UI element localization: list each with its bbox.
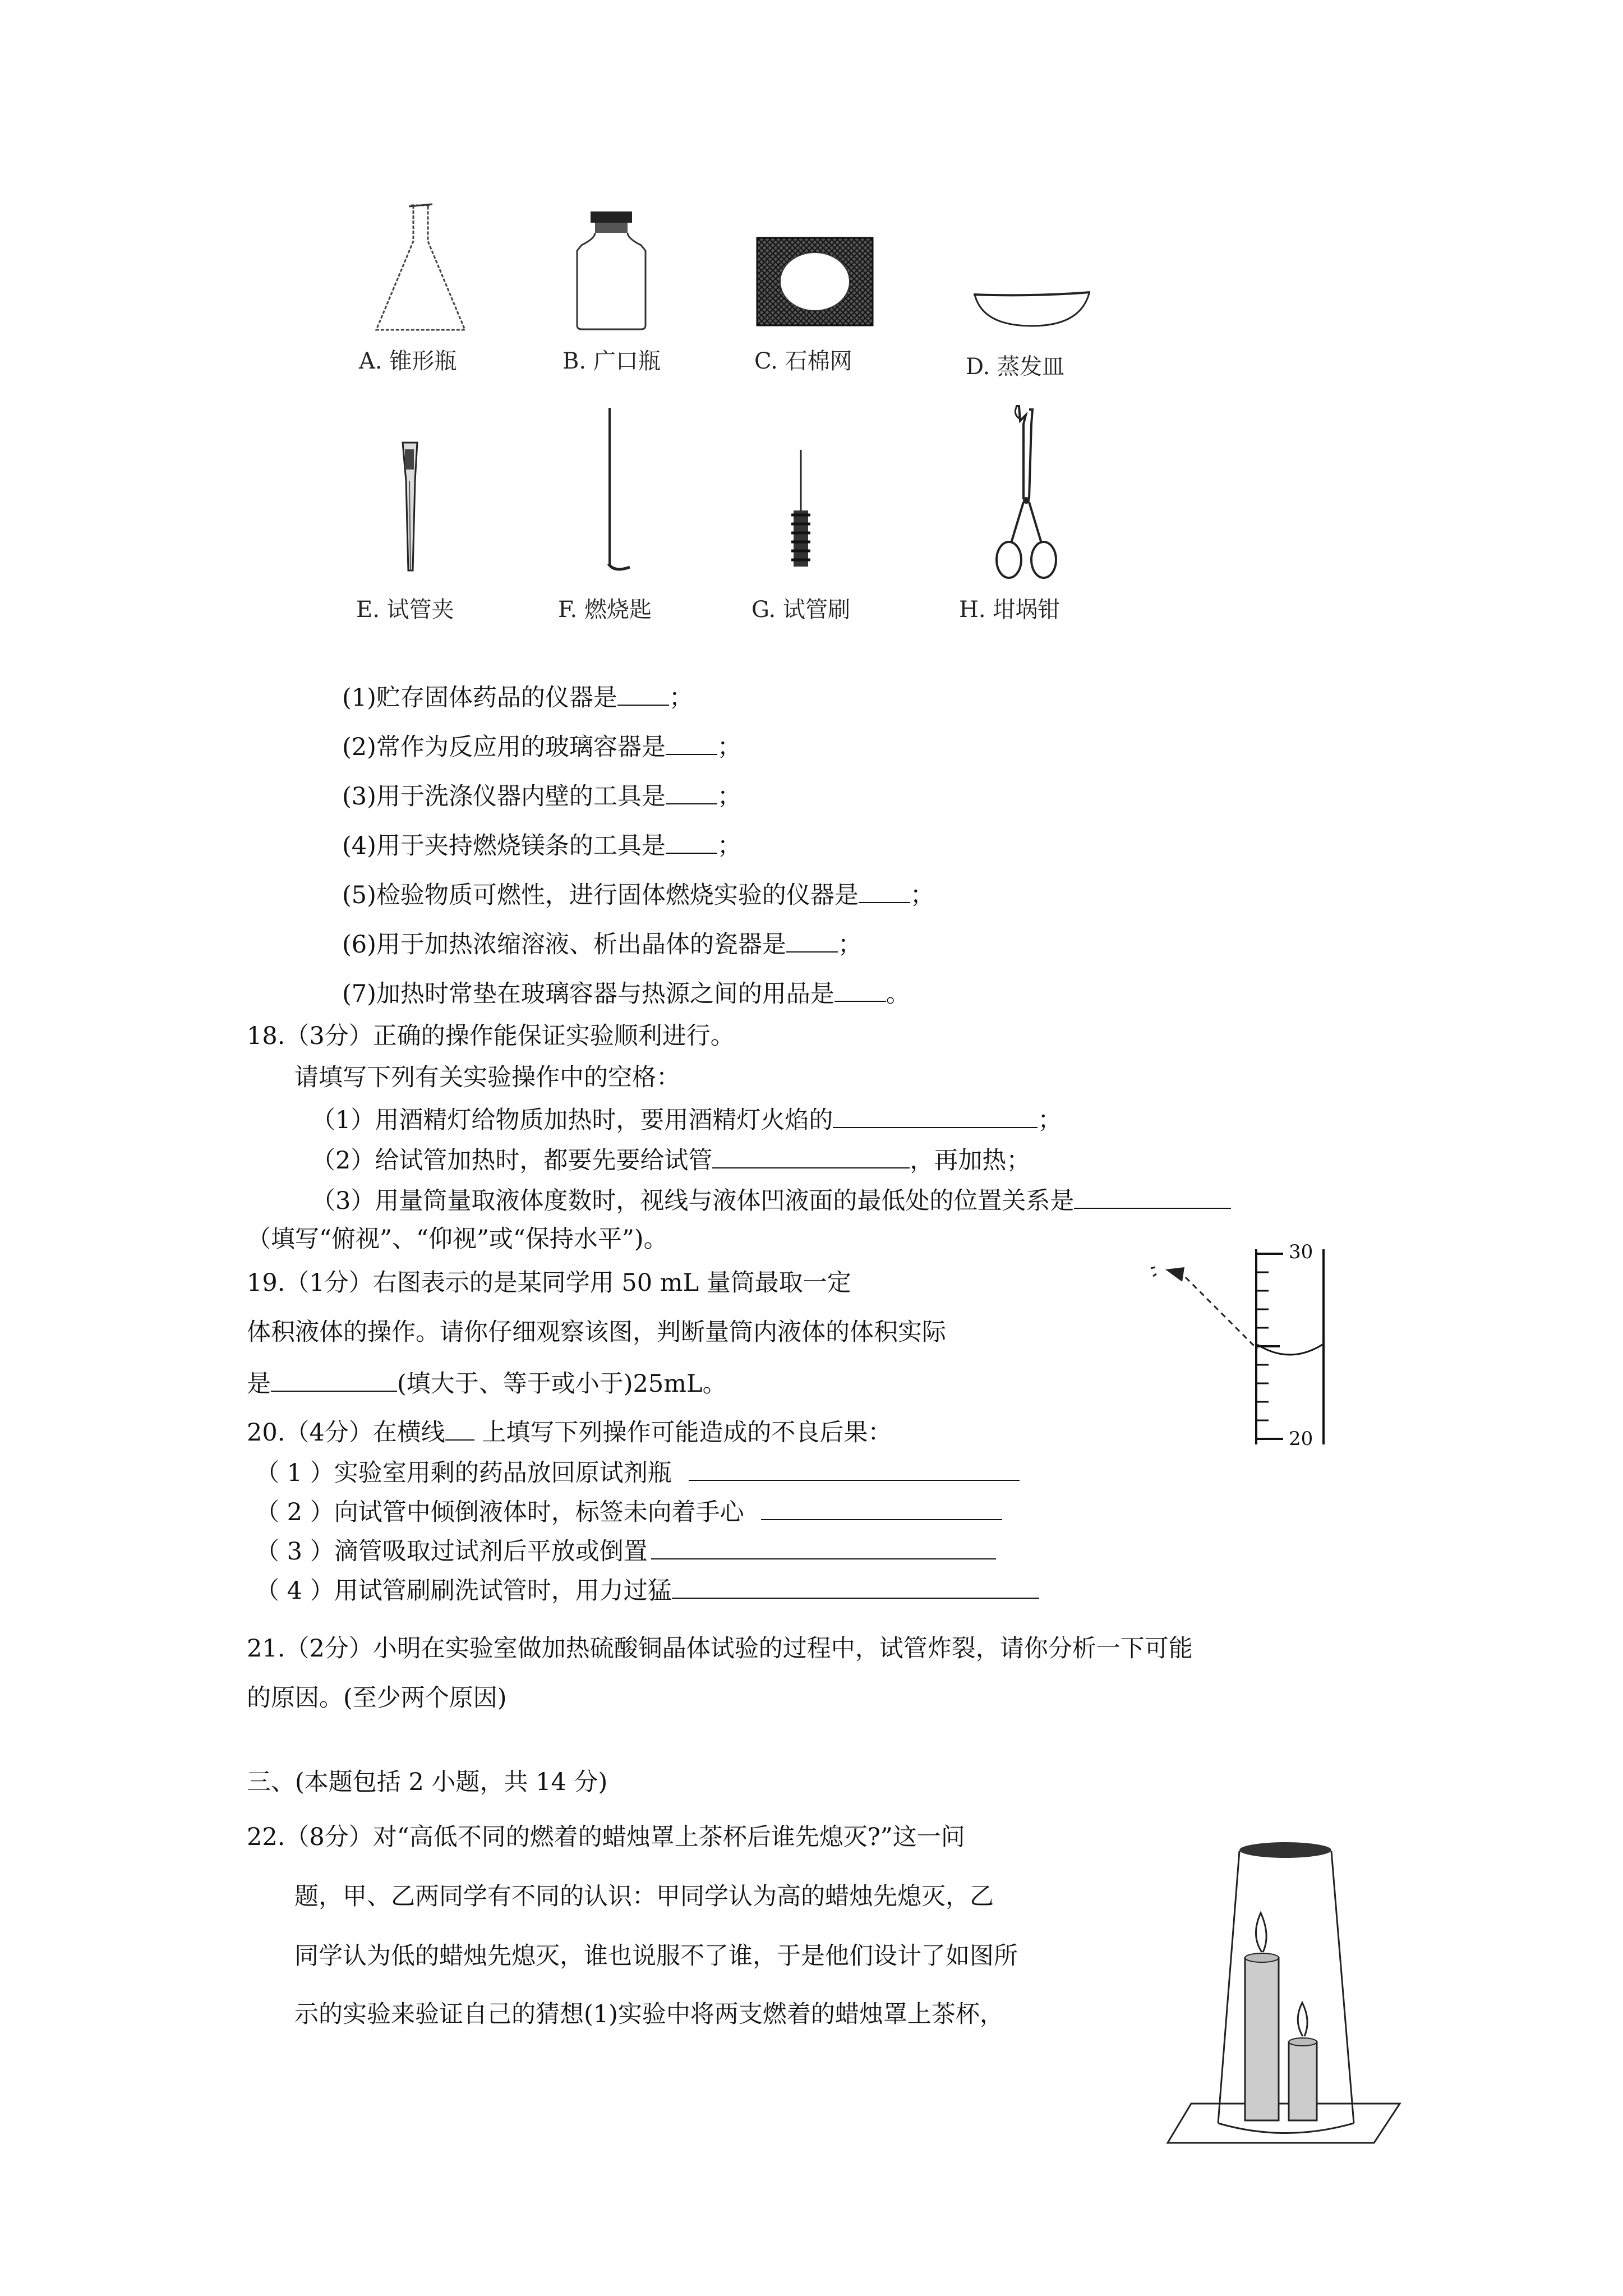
q17-item: (3)用于洗涤仪器内壁的工具是 ； bbox=[342, 780, 741, 811]
q20-item: （ 3 ）滴管吸取过试剂后平放或倒置 bbox=[255, 1535, 996, 1566]
q18-item-3: （3）用量筒量取液体度数时，视线与液体凹液面的最低处的位置关系是 bbox=[311, 1185, 1231, 1216]
question-title: 18.（3分）正确的操作能保证实验顺利进行。 bbox=[247, 1022, 735, 1050]
answer-blank[interactable] bbox=[786, 928, 838, 953]
apparatus-caption: H. 坩埚钳 bbox=[959, 597, 1061, 623]
answer-blank[interactable] bbox=[672, 1575, 1039, 1599]
q17-item: (7)加热时常垫在玻璃容器与热源之间的用品是 。 bbox=[342, 978, 910, 1009]
q21-line: 的原因。(至少两个原因) bbox=[247, 1684, 507, 1712]
conical-flask-icon bbox=[367, 202, 474, 334]
cylinder-label-top: 30 bbox=[1289, 1241, 1313, 1263]
apparatus-caption: C. 石棉网 bbox=[754, 348, 852, 374]
crucible-tongs-icon bbox=[990, 404, 1063, 581]
q18-item-2: （2）给试管加热时，都要先要给试管 ，再加热； bbox=[311, 1144, 1030, 1175]
answer-blank[interactable] bbox=[834, 978, 886, 1002]
answer-blank[interactable] bbox=[666, 780, 717, 804]
evaporating-dish-icon bbox=[970, 289, 1094, 331]
answer-blank[interactable] bbox=[859, 879, 910, 903]
answer-blank bbox=[445, 1416, 474, 1441]
q22-line: 22.（8分）对“高低不同的燃着的蜡烛罩上茶杯后谁先熄灭?”这一问 bbox=[247, 1823, 965, 1851]
q18-note: （填写“俯视”、“仰视”或“保持水平”)。 bbox=[247, 1225, 668, 1253]
q17-item: (2)常作为反应用的玻璃容器是 ； bbox=[342, 731, 741, 762]
q20-item: （ 2 ）向试管中倾倒液体时，标签未向着手心 bbox=[255, 1496, 1002, 1527]
test-tube-brush-icon bbox=[787, 449, 815, 572]
question-title: 20.（4分）在横线 上填写下列操作可能造成的不良后果： bbox=[247, 1416, 892, 1447]
q18-item-1: （1）用酒精灯给物质加热时，要用酒精灯火焰的 ； bbox=[311, 1104, 1062, 1135]
q20-item: （ 1 ）实验室用剩的药品放回原试剂瓶 bbox=[255, 1457, 1020, 1488]
answer-blank[interactable] bbox=[689, 1457, 1020, 1481]
q19-line: 体积液体的操作。请你仔细观察该图，判断量筒内液体的体积实际 bbox=[247, 1318, 946, 1346]
candles-under-cup-icon bbox=[1166, 1840, 1402, 2154]
answer-blank[interactable] bbox=[666, 830, 717, 854]
q19-line: 19.（1分）右图表示的是某同学用 50 mL 量筒最取一定 bbox=[247, 1269, 851, 1297]
answer-blank[interactable] bbox=[761, 1496, 1002, 1520]
apparatus-caption: E. 试管夹 bbox=[356, 597, 454, 623]
graduated-cylinder-icon bbox=[1133, 1243, 1335, 1450]
q21-line: 21.（2分）小明在实验室做加热硫酸铜晶体试验的过程中，试管炸裂，请你分析一下可能 bbox=[247, 1635, 1193, 1663]
question-intro: 请填写下列有关实验操作中的空格： bbox=[294, 1064, 680, 1092]
apparatus-caption: B. 广口瓶 bbox=[562, 348, 661, 374]
q20-item: （ 4 ）用试管刷刷洗试管时，用力过猛 bbox=[255, 1575, 1039, 1605]
test-tube-holder-icon bbox=[393, 440, 426, 575]
wide-mouth-bottle-icon bbox=[569, 210, 653, 331]
q17-item: (4)用于夹持燃烧镁条的工具是 ； bbox=[342, 830, 741, 861]
q19-line: 是 (填大于、等于或小于)25mL。 bbox=[247, 1368, 727, 1398]
combustion-spoon-icon bbox=[597, 407, 637, 575]
asbestos-gauze-icon bbox=[756, 237, 874, 326]
q22-line: 同学认为低的蜡烛先熄灭，谁也说服不了谁，于是他们设计了如图所 bbox=[294, 1942, 1018, 1970]
q22-line: 题，甲、乙两同学有不同的认识：甲同学认为高的蜡烛先熄灭，乙 bbox=[294, 1883, 994, 1911]
apparatus-caption: G. 试管刷 bbox=[751, 597, 850, 623]
apparatus-caption: A. 锥形瓶 bbox=[359, 348, 457, 374]
answer-blank[interactable] bbox=[666, 731, 717, 755]
q22-line: 示的实验来验证自己的猜想(1)实验中将两支燃着的蜡烛罩上茶杯， bbox=[294, 2000, 1004, 2028]
answer-blank[interactable] bbox=[617, 682, 669, 706]
apparatus-caption: D. 蒸发皿 bbox=[966, 354, 1065, 380]
answer-blank[interactable] bbox=[833, 1104, 1038, 1128]
answer-blank[interactable] bbox=[271, 1368, 397, 1392]
cylinder-label-bottom: 20 bbox=[1289, 1428, 1313, 1450]
apparatus-caption: F. 燃烧匙 bbox=[558, 597, 652, 623]
answer-blank[interactable] bbox=[651, 1535, 996, 1559]
answer-blank[interactable] bbox=[1074, 1185, 1231, 1209]
answer-blank[interactable] bbox=[712, 1144, 910, 1168]
section-title: 三、(本题包括 2 小题，共 14 分) bbox=[247, 1768, 608, 1796]
q17-item: (5)检验物质可燃性，进行固体燃烧实验的仪器是 ； bbox=[342, 879, 934, 910]
q17-item: (1)贮存固体药品的仪器是 ； bbox=[342, 682, 693, 712]
q17-item: (6)用于加热浓缩溶液、析出晶体的瓷器是 ； bbox=[342, 928, 862, 959]
